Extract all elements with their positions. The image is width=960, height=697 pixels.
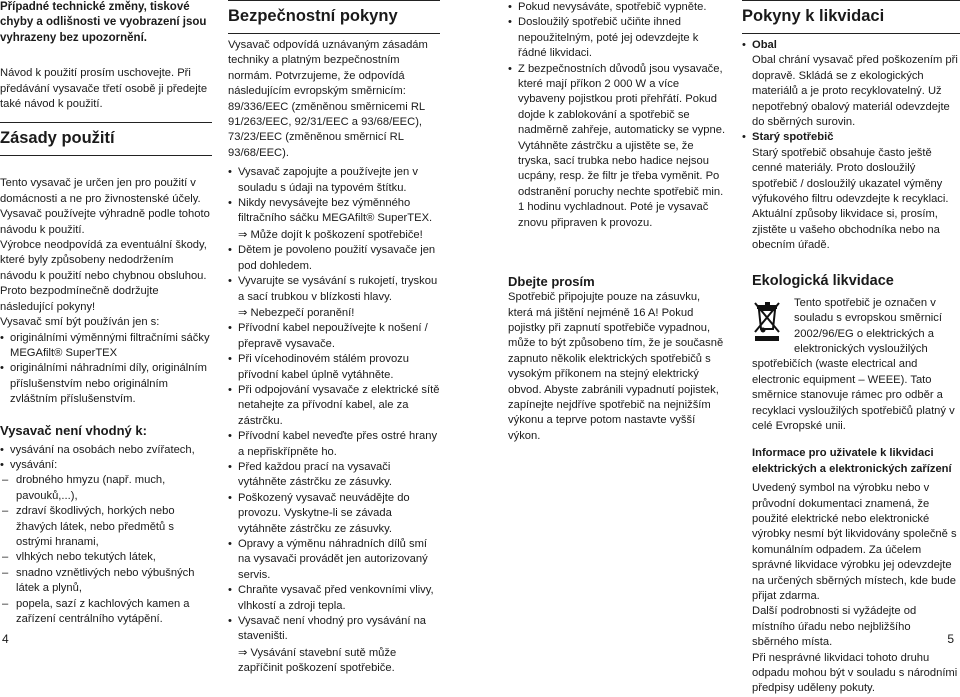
- item-title: • Starý spotřebič: [752, 131, 834, 144]
- rules-p5: Vysavač smí být používán jen s:: [0, 316, 160, 329]
- heading-info-users: Informace pro uživatele k likvidaci elektrických a elektronických zařízení: [752, 447, 952, 475]
- item-text: Před každou prací na vysavači vytáhněte zástrčku ze zásuvky.: [238, 460, 392, 489]
- warning-note: [238, 645, 440, 677]
- item-text: Chraňte vysavač před venkovními vlivy, vlhkostí a zdroji tepla.: [238, 584, 434, 612]
- rules-p4: Proto bezpodmínečně dodržujte následující pokyny!: [0, 285, 159, 313]
- heading-disposal: [742, 0, 960, 34]
- safety-list: [228, 165, 440, 676]
- list-item: [228, 583, 440, 614]
- list-item: [742, 38, 960, 130]
- eco-text: Tento spotřebič je označen v souladu s evropskou směrnicí 2002/96/EG o elektrických a elektronických vysloužilých spotřebičích (waste electrical and electronic equipment – WEEE). Tato směrnice stanovuje rámec pro odběr a recyklaci vysloužilých spotřebičů platný v celé Evropské unii.: [752, 296, 955, 432]
- list-item: [742, 130, 960, 253]
- rules-p1: Tento vysavač je určen jen pro použití v domácnosti a ne pro živnostenské účely.: [0, 177, 201, 205]
- column-2: [228, 0, 440, 677]
- list-item: [228, 196, 440, 243]
- warning-note: [238, 305, 440, 321]
- info-p3: Při nesprávné likvidaci tohoto druhu odpadu mohou být v souladu s národními předpisy uděleny pokuty.: [752, 651, 958, 695]
- disposal-list: [742, 38, 960, 254]
- list-item: [228, 614, 440, 677]
- note-text: Může dojít k poškození spotřebiče!: [250, 228, 423, 241]
- heading-safety: [228, 0, 440, 34]
- warning-note: [238, 227, 440, 243]
- arrow-right-icon: ⇒: [238, 305, 248, 319]
- list-item: – popela, sazí z kachlových kamen a zařízení centrálního vytápění.: [0, 597, 212, 628]
- list-item: – drobného hmyzu (např. much, pavouků,...),: [0, 473, 212, 504]
- safety-intro: Vysavač odpovídá uznávaným zásadám techniky a platným bezpečnostním normám. Potvrzujeme, že odpovídá následujícím evropským směrnicím: 89/336/EEC (změněnou směrnicemi RL 91/263/EEC, 92/31/EEC a 93/68/EEC), 73/23/EEC (změněnou směrnicí RL 93/68/EEC).: [228, 39, 428, 159]
- heading-eco-disposal: Ekologická likvidace: [752, 272, 894, 289]
- note-text: Nebezpečí poranění!: [250, 306, 355, 319]
- item-text: Vyvarujte se vysávání s rukojetí, tryskou a sací trubkou v blízkosti hlavy.: [238, 275, 438, 303]
- heading-rules: [0, 122, 212, 156]
- rules-p3: Výrobce neodpovídá za eventuální škody, které byly způsobeny nedodržením návodu k použití nebo chybnou obsluhou.: [0, 239, 207, 282]
- item-text: Přívodní kabel neveďte přes ostré hrany a nepřiskřípněte ho.: [238, 430, 438, 458]
- item-text: Vysavač zapojujte a používejte jen v souladu s údaji na typovém štítku.: [238, 166, 418, 194]
- list-item: – zdraví škodlivých, horkých nebo žhavých látek, nebo předmětů s ostrými hranami,: [0, 504, 212, 550]
- please-note-body: Spotřebič připojujte pouze na zásuvku, která má jištění nejméně 16 A! Pokud pojistky při zapnutí spotřebiče vypadnou, může to být způsobeno tím, že je současně zapnuto několik elektrických spotřebičů s vysokým příkonem na stejný elektrický obvod. Abyste zabránili vypadnutí pojistek, zapínejte nejdříve spotřebič na nejnižším výkonu a teprve potom nastavte vyšší výkon.: [508, 291, 724, 442]
- list-item: [228, 352, 440, 383]
- intro-notice: Případné technické změny, tiskové chyby a odlišnosti ve vyobrazení jsou vyhrazeny bez upozornění.: [0, 1, 207, 44]
- column-4: [742, 0, 960, 697]
- item-text: Při vícehodinovém stálém provozu přívodní kabel úplně vytáhněte.: [238, 353, 409, 381]
- list-item: [228, 274, 440, 321]
- rules-p2: Vysavač používejte výhradně podle tohoto návodu k použití.: [0, 208, 210, 236]
- arrow-right-icon: ⇒: [238, 645, 248, 659]
- use-list: [0, 331, 212, 408]
- item-text-2: Aktuální způsoby likvidace si, prosím, zjistěte u vašeho obchodníka nebo na obecním úřadě.: [752, 208, 940, 252]
- heading-safety-text: Bezpečnostní pokyny: [228, 7, 398, 25]
- info-p2: Další podrobnosti si vyžádejte od místního úřadu nebo nejbližšího sběrného místa.: [752, 605, 917, 649]
- list-item: • vysávání:: [0, 458, 212, 473]
- column-1: [0, 0, 212, 627]
- item-text: Starý spotřebič obsahuje často ještě cenné materiály. Proto dosloužilý spotřebič / dosloužilý ukazatel výměny výfukového filtru odevzdejte k recyklaci.: [752, 146, 949, 206]
- list-item: – snadno vznětlivých nebo výbušných látek a plynů,: [0, 566, 212, 597]
- item-title: • Obal: [752, 39, 777, 51]
- list-item: [228, 429, 440, 460]
- list-item: [228, 383, 440, 429]
- list-item: [228, 537, 440, 583]
- item-text: Přívodní kabel nepoužívejte k nošení / přepravě vysavače.: [238, 322, 428, 350]
- heading-disposal-text: Pokyny k likvidaci: [742, 7, 885, 25]
- unsuitable-list: [0, 443, 212, 474]
- unsuitable-sublist: [0, 473, 212, 627]
- list-item: • Pokud nevysáváte, spotřebič vypněte.: [508, 0, 728, 15]
- item-text: Nikdy nevysávejte bez výměnného filtračního sáčku MEGAfilt® SuperTEX.: [238, 197, 433, 225]
- list-item: [228, 165, 440, 196]
- item-text: Opravy a výměnu náhradních dílů smí na vysavači provádět jen autorizovaný servis.: [238, 538, 428, 581]
- page-number-right: 5: [947, 631, 954, 646]
- heading-rules-text: Zásady použití: [0, 129, 115, 148]
- list-item: [228, 491, 440, 537]
- note-text: Vysávání stavební sutě může zapříčinit poškození spotřebiče.: [238, 646, 397, 675]
- list-item: • Dosloužilý spotřebič učiňte ihned nepoužitelným, poté jej odevzdejte k řádné likvidaci.: [508, 15, 728, 61]
- crossed-out-wheelie-bin-icon: [752, 298, 782, 342]
- heading-please-note: Dbejte prosím: [508, 274, 595, 290]
- list-item: – vlhkých nebo tekutých látek,: [0, 550, 212, 565]
- heading-unsuitable: Vysavač není vhodný k:: [0, 422, 147, 438]
- item-text: Při odpojování vysavače z elektrické sítě netahejte za přívodní kabel, ale za zástrčku.: [238, 383, 440, 427]
- info-p1: Uvedený symbol na výrobku nebo v průvodní dokumentaci znamená, že použité elektrické nebo elektronické výrobky nesmí být likvidovány společně s komunálním odpadem. Za účelem správné likvidace výrobku jej odevzdejte na určených sběrných místech, kde bude přijat zdarma.: [752, 482, 957, 602]
- list-item: • originálními výměnnými filtračními sáčky MEGAfilt® SuperTEX: [0, 331, 212, 362]
- list-item: • Z bezpečnostních důvodů jsou vysavače, které mají příkon 2 000 W a více vybaveny pojistkou proti přehřátí. Pokud dojde k zablokování a spotřebič se nadměrně zahřeje, automaticky se vypne. Vytáhněte zástrčku a ujistěte se, že tryska, sací trubka nebo hadice nejsou ucpány, resp. že filtr je třeba vyměnit. Po odstranění poruchy nechte spotřebič min. 1 hodinu vychladnout. Poté je vysavač znovu připraven k provozu.: [508, 62, 728, 231]
- column-3: [508, 0, 728, 444]
- item-text: Dětem je povoleno použití vysavače jen pod dohledem.: [238, 244, 436, 272]
- item-text: Vysavač není vhodný pro vysávání na staveništi.: [238, 615, 427, 643]
- item-text: Obal chrání vysavač před poškozením při dopravě. Skládá se z ekologických materiálů a je proto recyklovatelný. Už nepotřebný obalový materiál odevzdejte do sběrných surovin.: [752, 54, 958, 129]
- arrow-right-icon: ⇒: [238, 227, 248, 241]
- list-item: [228, 243, 440, 274]
- eco-section: [742, 296, 960, 435]
- list-item: [228, 460, 440, 491]
- safety-list-continued: [508, 0, 728, 231]
- list-item: • vysávání na osobách nebo zvířatech,: [0, 443, 212, 458]
- page-number-left: 4: [2, 631, 9, 646]
- item-text: Poškozený vysavač neuvádějte do provozu. Vyskytne-li se závada vytáhněte zástrčku ze zásuvky.: [238, 491, 410, 535]
- keep-manual-text: Návod k použití prosím uschovejte. Při předávání vysavače třetí osobě ji předejte také návod k použití.: [0, 67, 208, 111]
- list-item: • originálními náhradními díly, originálním příslušenstvím nebo originálním zvláštním příslušenstvím.: [0, 361, 212, 407]
- list-item: [228, 321, 440, 352]
